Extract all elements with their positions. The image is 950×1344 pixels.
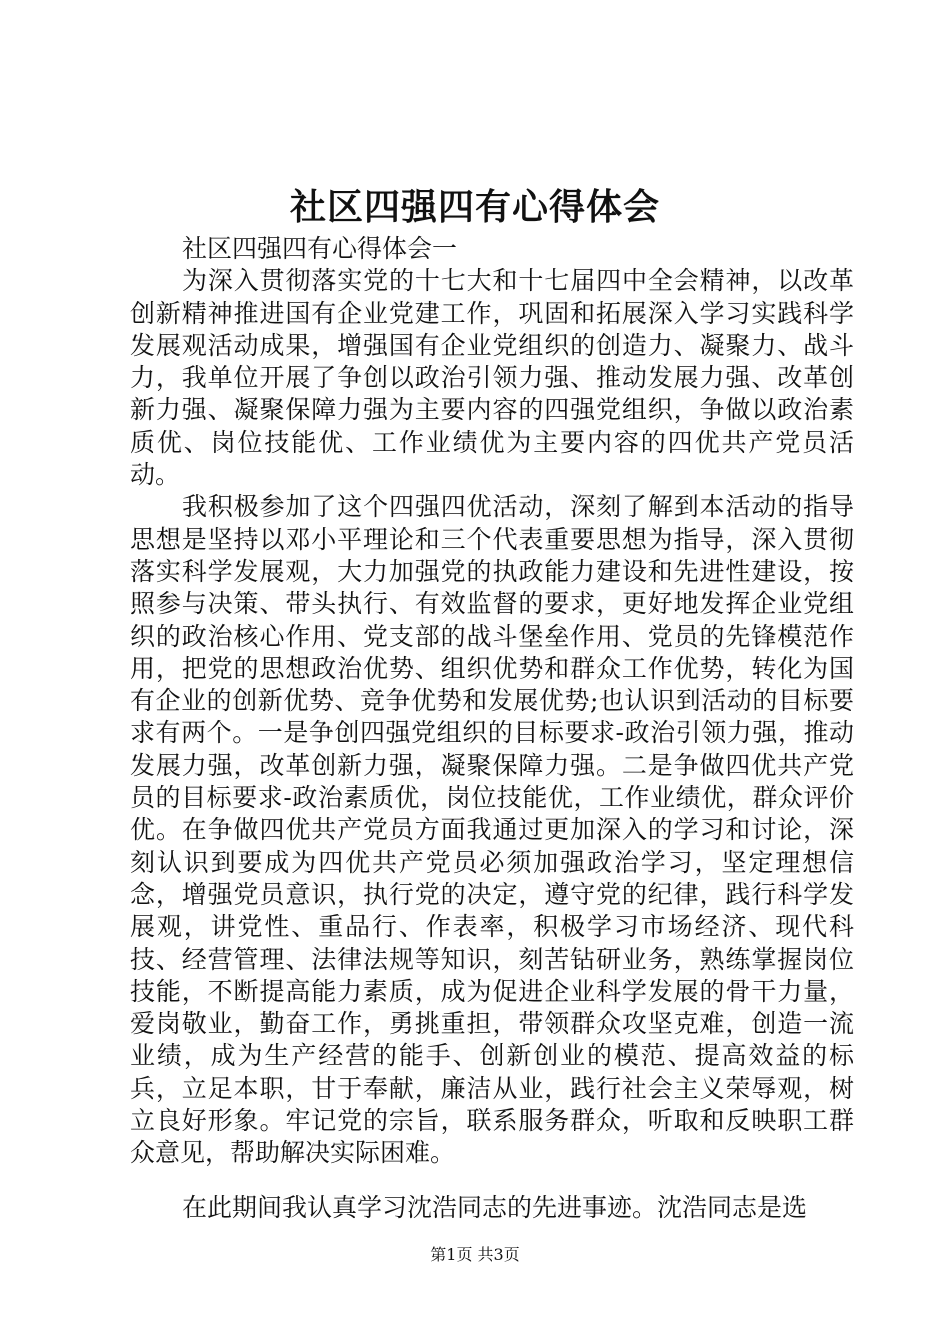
body-paragraph: 为深入贯彻落实党的十七大和十七届四中全会精神，以改革创新精神推进国有企业党建工作，巩固和拓展深入学习实践科学发展观活动成果，增强国有企业党组织的创造力、凝聚力、战斗力，我单位开展了争创以政治引领力强、推动发展力强、改革创新力强、凝聚保障力强为主要内容的四强党组织，争做以政治素质优、岗位技能优、工作业绩优为主要内容的四优共产党员活动。 — [130, 266, 854, 490]
subtitle-paragraph: 社区四强四有心得体会一 — [182, 234, 458, 263]
document-body — [130, 233, 854, 1224]
page-footer — [0, 1245, 950, 1265]
body-paragraph: 在此期间我认真学习沈浩同志的先进事迹。沈浩同志是选 — [182, 1192, 808, 1222]
page-number: 第1页 共3页 — [430, 1245, 520, 1264]
body-paragraph: 我积极参加了这个四强四优活动，深刻了解到本活动的指导思想是坚持以邓小平理论和三个代表重要思想为指导，深入贯彻落实科学发展观，大力加强党的执政能力建设和先进性建设，按照参与决策、带头执行、有效监督的要求，更好地发挥企业党组织的政治核心作用、党支部的战斗堡垒作用、党员的先锋模范作用，把党的思想政治优势、组织优势和群众工作优势，转化为国有企业的创新优势、竞争优势和发展优势;也认识到活动的目标要求有两个。一是争创四强党组织的目标要求-政治引领力强，推动发展力强，改革创新力强，凝聚保障力强。二是争做四优共产党员的目标要求-政治素质优，岗位技能优，工作业绩优，群众评价优。在争做四优共产党员方面我通过更加深入的学习和讨论，深刻认识到要成为四优共产党员必须加强政治学习，坚定理想信念，增强党员意识，执行党的决定，遵守党的纪律，践行科学发展观，讲党性、重品行、作表率，积极学习市场经济、现代科技、经营管理、法律法规等知识，刻苦钻研业务，熟练掌握岗位技能，不断提高能力素质，成为促进企业科学发展的骨干力量，爱岗敬业，勤奋工作，勇挑重担，带领群众攻坚克难，创造一流业绩，成为生产经营的能手、创新创业的模范、提高效益的标兵，立足本职，甘于奉献，廉洁从业，践行社会主义荣辱观，树立良好形象。牢记党的宗旨，联系服务群众，听取和反映职工群众意见，帮助解决实际困难。 — [130, 492, 854, 1168]
document-title: 社区四强四有心得体会 — [289, 186, 660, 228]
